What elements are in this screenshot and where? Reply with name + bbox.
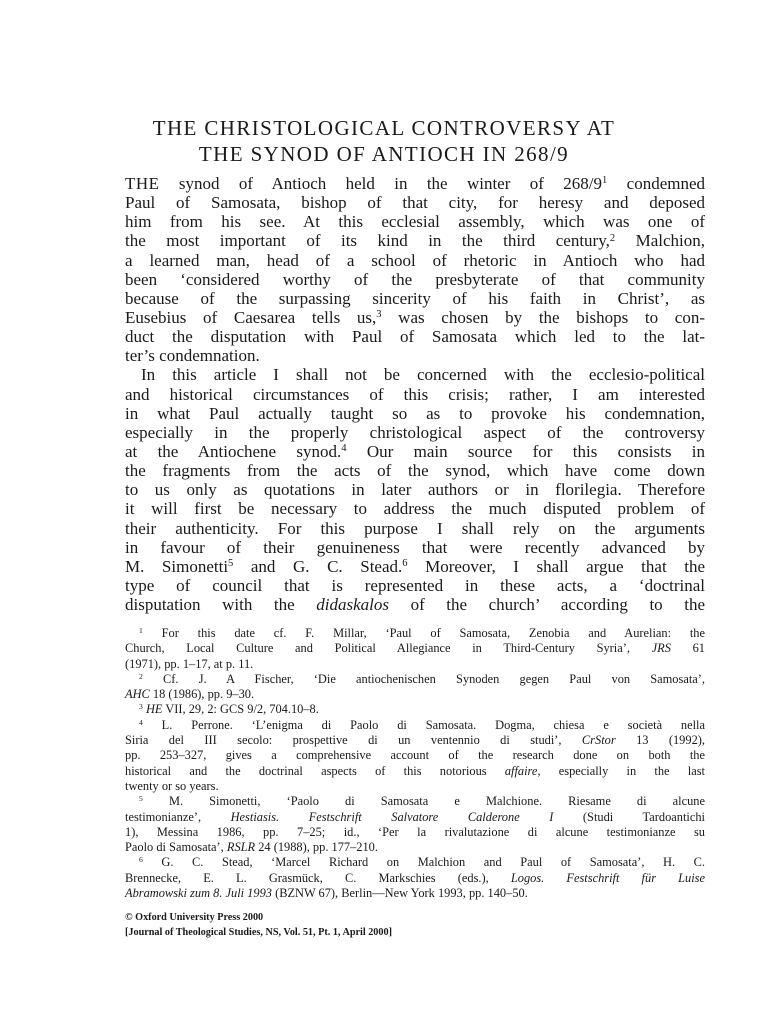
line-text: of the church’ according to the (389, 595, 706, 615)
body-line (125, 538, 705, 557)
line-text: to us only as quotations in later authors or in florilegia. Therefore (125, 480, 705, 500)
body-line (125, 442, 705, 461)
footnote-line (125, 626, 705, 641)
line-text: , especially in the last (537, 763, 705, 778)
line-text: (1971), pp. 1–17, at p. 11. (125, 656, 254, 671)
italic-text: Logos. Festschrift für Luise (510, 870, 706, 885)
body-line (125, 270, 705, 289)
line-text: was chosen by the bishops to con- (381, 307, 705, 327)
line-text: Moreover, I shall argue that the (407, 556, 705, 576)
line-text: their authenticity. For this purpose I shall rely on the arguments (125, 518, 705, 538)
footnote-line (125, 733, 705, 748)
line-text: 61 (670, 641, 705, 656)
small-caps-opening: THE (125, 174, 160, 193)
line-text: in what Paul actually taught so as to provoke his condemnation, (125, 403, 705, 423)
footnote-ref: 1 (602, 175, 608, 187)
italic-text: HE (142, 702, 163, 717)
line-text: 18 (1986), pp. 9–30. (149, 687, 255, 702)
body-line (125, 576, 705, 595)
footnote-number: 4 (139, 717, 143, 727)
body-line (125, 251, 705, 270)
footnote-line (125, 886, 705, 901)
body-text (125, 174, 705, 614)
italic-text: JRS (651, 641, 671, 656)
body-line (125, 461, 705, 480)
line-text: Church, Local Culture and Political Allegiance in Third-Century Syria’, (125, 641, 652, 656)
footnote-line (125, 855, 705, 870)
line-text: 24 (1988), pp. 177–210. (255, 840, 378, 855)
line-text: Cf. J. A Fischer, ‘Die antiochenischen Synoden gegen Paul von Samosata’, (142, 671, 705, 686)
line-text: Siria del III secolo: prospettive di un ventennio di studi’, (125, 733, 582, 748)
footnote-number: 1 (139, 625, 143, 635)
footnote-line (125, 718, 705, 733)
footnote-ref: 6 (402, 558, 408, 570)
footnote-line (125, 764, 705, 779)
line-text: historical and the doctrinal aspects of this notorious (125, 763, 505, 778)
line-text: a learned man, head of a school of rhetoric in Antioch who had (125, 250, 705, 270)
footnote-ref: 4 (341, 443, 347, 455)
line-text: 13 (1992), (615, 733, 705, 748)
italic-text: didaskalos (316, 595, 389, 615)
line-text: G. C. Stead, ‘Marcel Richard on Malchion and Paul of Samosata’, H. C. (142, 855, 705, 870)
footnote-line (125, 794, 705, 809)
line-text: (Studi Tardoantichi (553, 809, 705, 824)
footnote-line (125, 672, 705, 687)
line-text: been ‘considered worthy of the presbyterate of that community (125, 269, 705, 289)
footnote-ref: 3 (376, 309, 382, 321)
line-text: L. Perrone. ‘L’enigma di Paolo di Samosata. Dogma, chiesa e società nella (142, 717, 705, 732)
body-line (125, 193, 705, 212)
line-text: duct the disputation with Paul of Samosata which led to the lat- (125, 327, 705, 347)
line-text: For this date cf. F. Millar, ‘Paul of Samosata, Zenobia and Aurelian: the (142, 626, 705, 640)
article-title-line-1: THE CHRISTOLOGICAL CONTROVERSY AT (152, 116, 616, 140)
body-line (125, 423, 705, 442)
footnote-line (125, 871, 705, 886)
line-text: the fragments from the acts of the synod, which have come down (125, 461, 705, 481)
footnote-line (125, 748, 705, 763)
body-line (125, 174, 705, 193)
journal-citation: [Journal of Theological Studies, NS, Vol. 51, Pt. 1, April 2000] (125, 927, 392, 938)
line-text: VII, 29, 2: GCS 9/2, 704.10–8. (162, 702, 319, 717)
line-text: Brennecke, E. L. Grasmück, C. Markschies (eds.), (125, 870, 511, 885)
line-text: Our main source for this consists in (346, 441, 705, 461)
footnote-line (125, 825, 705, 840)
line-text: Paul of Samosata, bishop of that city, for heresy and deposed (125, 193, 705, 213)
line-text: disputation with the (125, 595, 317, 615)
line-text: M. Simonetti (125, 556, 229, 576)
line-text: M. Simonetti, ‘Paolo di Samosata e Malchione. Riesame di alcune (142, 794, 705, 809)
italic-text: Hestiasis. Festschrift Salvatore Calderone I (230, 809, 554, 824)
body-line (125, 404, 705, 423)
line-text: twenty or so years. (125, 778, 219, 793)
line-text: at the Antiochene synod. (125, 441, 342, 461)
line-text: synod of Antioch held in the winter of 268/9 (159, 174, 603, 193)
line-text: type of council that is represented in these acts, a ‘doctrinal (125, 575, 705, 595)
line-text: especially in the properly christological aspect of the controversy (125, 422, 705, 442)
footnote-line (125, 657, 705, 672)
body-line (125, 480, 705, 499)
line-text: it will first be necessary to address the much disputed problem of (125, 499, 705, 519)
body-line (125, 519, 705, 538)
line-text: him from his see. At this ecclesial assembly, which was one of (125, 212, 705, 232)
body-line (125, 365, 705, 384)
body-line (125, 231, 705, 250)
footnote-number: 6 (139, 855, 143, 865)
footnote-line (125, 840, 705, 855)
line-text: and historical circumstances of this crisis; rather, I am interested (125, 384, 705, 404)
footnote-line (125, 687, 705, 702)
line-text: the most important of its kind in the third century, (125, 231, 610, 251)
italic-text: Abramowski zum 8. Juli 1993 (125, 886, 272, 901)
footnote-line (125, 810, 705, 825)
body-line (125, 557, 705, 576)
body-line (125, 308, 705, 327)
footnotes (125, 626, 705, 901)
body-line (125, 212, 705, 231)
line-text: Malchion, (615, 231, 705, 251)
footnote-line (125, 702, 705, 717)
line-text: In this article I shall not be concerned with the ecclesio-political (141, 365, 705, 385)
copyright-line: © Oxford University Press 2000 (125, 912, 264, 923)
italic-text: affaire (504, 763, 538, 778)
footnote-number: 2 (139, 671, 143, 681)
line-text: condemned (607, 174, 706, 193)
line-text: Eusebius of Caesarea tells us, (125, 307, 377, 327)
line-text: and G. C. Stead. (233, 556, 403, 576)
italic-text: AHC (125, 687, 150, 702)
footnote-ref: 5 (228, 558, 234, 570)
body-line (125, 595, 705, 614)
body-line (125, 289, 705, 308)
line-text: because of the surpassing sincerity of his faith in Christ’, as (125, 288, 705, 308)
footnote-line (125, 641, 705, 656)
line-text: (BZNW 67), Berlin—New York 1993, pp. 140–50. (271, 886, 528, 901)
body-line (125, 327, 705, 346)
body-line (125, 385, 705, 404)
footnote-ref: 2 (609, 232, 616, 244)
italic-text: CrStor (581, 733, 616, 748)
footnote-line (125, 779, 705, 794)
article-title-line-2: THE SYNOD OF ANTIOCH IN 268/9 (198, 142, 570, 166)
line-text: ter’s condemnation. (125, 346, 260, 366)
line-text: testimonianze’, (125, 809, 231, 824)
line-text: 1), Messina 1986, pp. 7–25; id., ‘Per la rivalutazione di alcune testimonianze su (125, 824, 705, 839)
line-text: in favour of their genuineness that were recently advanced by (125, 537, 705, 557)
footnote-number: 3 (139, 702, 143, 712)
italic-text: RSLR (226, 840, 256, 855)
footnote-number: 5 (139, 794, 143, 804)
body-line (125, 346, 705, 365)
line-text: pp. 253–327, gives a comprehensive account of the research done on both the (125, 748, 705, 763)
line-text: Paolo di Samosata’, (125, 840, 227, 855)
body-line (125, 499, 705, 518)
